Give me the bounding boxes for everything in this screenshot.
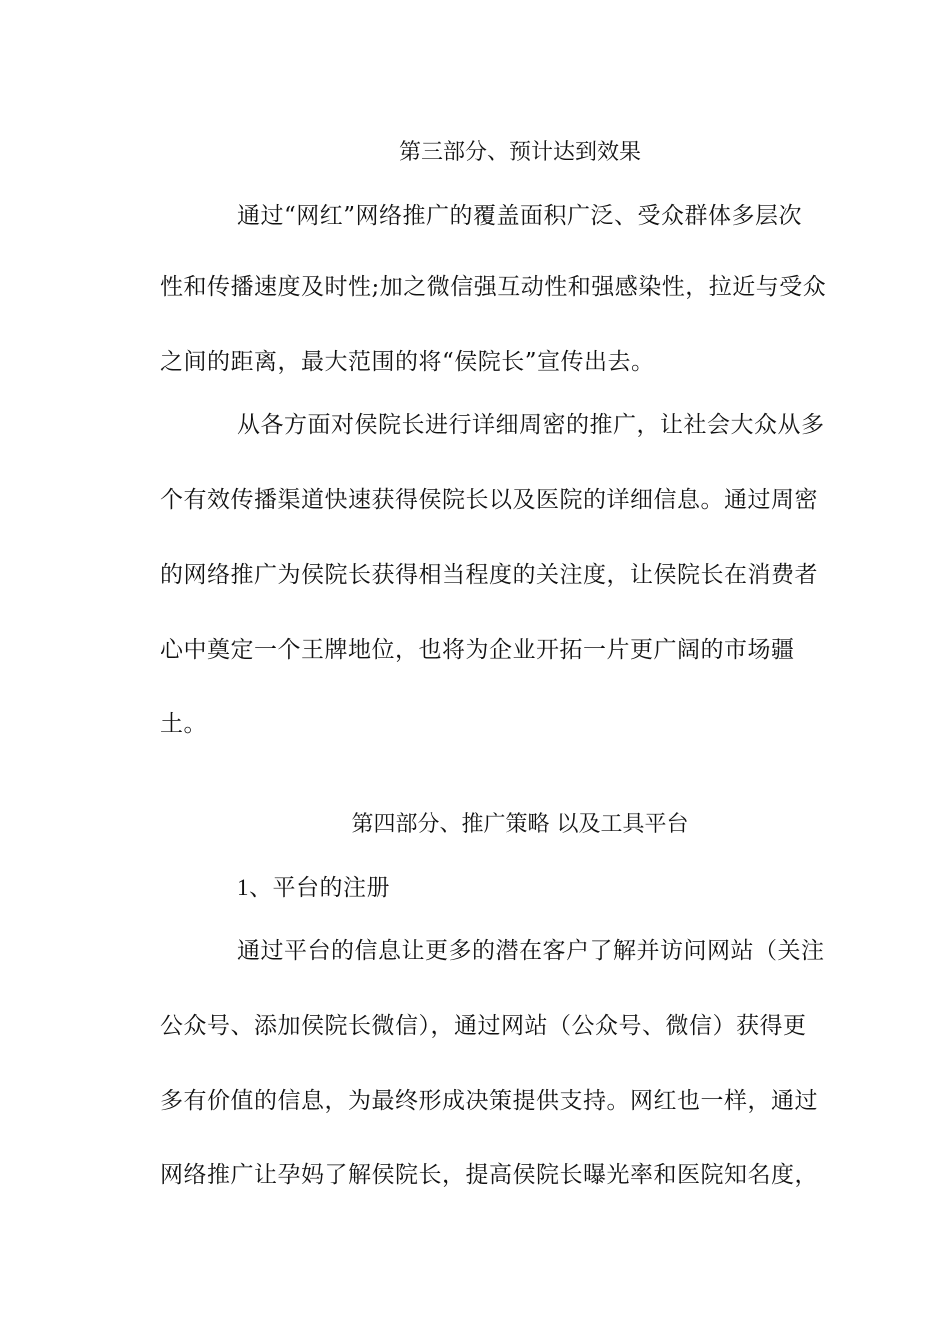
section4-para1-line3: 多有价值的信息，为最终形成决策提供支持。网红也一样，通过 [160,1088,818,1114]
section4-heading: 第四部分、推广策略 以及工具平台 [351,812,689,837]
section4-para1-line2: 公众号、添加侯院长微信），通过网站（公众号、微信）获得更 [160,1013,807,1039]
section3-heading: 第三部分、预计达到效果 [398,140,641,165]
section3-para2-line4: 心中奠定一个王牌地位，也将为企业开拓一片更广阔的市场疆 [160,637,795,663]
section3-para1-line2: 性和传播速度及时性;加之微信强互动性和强感染性，拉近与受众 [160,274,827,300]
section4-para1-line4: 网络推广让孕妈了解侯院长，提高侯院长曝光率和医院知名度， [160,1162,818,1188]
section3-para2-line3: 的网络推广为侯院长获得相当程度的关注度，让侯院长在消费者 [160,562,818,588]
section3-para1-line1: 通过“网红”网络推广的覆盖面积广泛、受众群体多层次 [237,203,803,229]
section3-para2-line2: 个有效传播渠道快速获得侯院长以及医院的详细信息。通过周密 [160,487,818,513]
section3-para2-line5: 土。 [160,711,207,737]
section3-para1-line3: 之间的距离，最大范围的将“侯院长”宣传出去。 [160,349,655,375]
section4-para1-line1: 通过平台的信息让更多的潜在客户了解并访问网站（关注 [237,938,825,964]
section4-subheading: 1、平台的注册 [237,875,390,900]
section3-para2-line1: 从各方面对侯院长进行详细周密的推广，让社会大众从多 [237,412,825,438]
